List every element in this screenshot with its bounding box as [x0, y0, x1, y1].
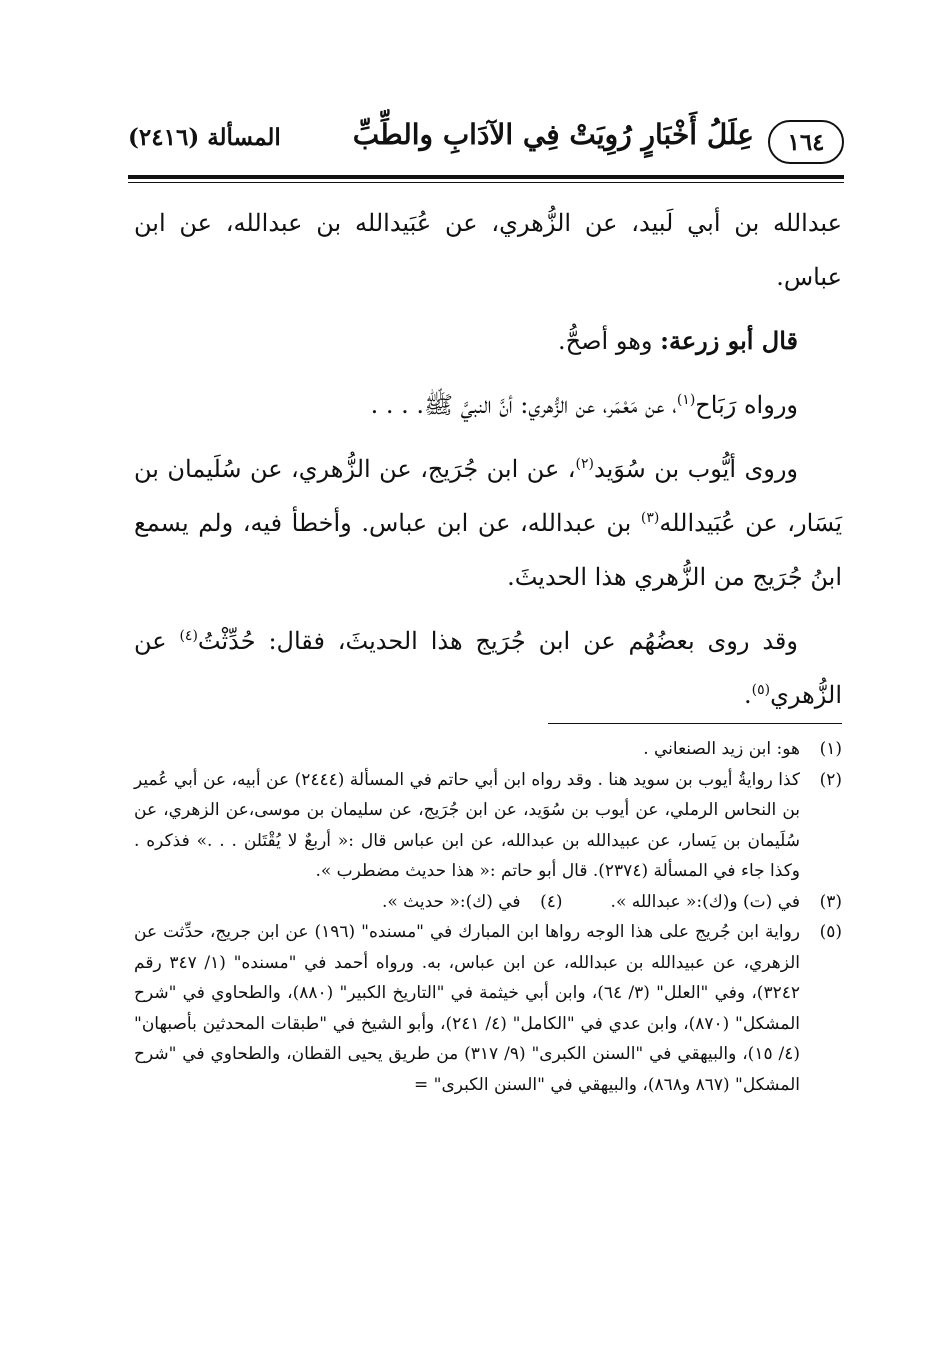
paragraph-5-text-a: وقد روى بعضُهُم عن ابن جُرَيج هذا الحديثَ، فقال: حُدِّثْتُ	[197, 627, 798, 655]
issue-label: المسألة (٢٤١٦)	[128, 124, 281, 151]
paragraph-4-text-a: وروى أيُّوب بن سُوَيد	[594, 455, 799, 483]
footnote-ref-5: (٥)	[751, 682, 771, 698]
footnote-text: هو: ابن زيد الصنعاني .	[643, 739, 800, 759]
footnote-ref-2: (٢)	[575, 456, 594, 472]
footnote-marker: (٤)	[540, 891, 563, 912]
paragraph-4-text-b: ، عن ابن جُرَيج، عن الزُّهري، عن سُلَيمان بن يَسَار، عن عُبَيدالله	[134, 455, 842, 537]
footnote-marker: (٣)	[819, 891, 842, 912]
paragraph-3	[134, 378, 842, 432]
footnote-5	[134, 917, 842, 1100]
paragraph-5	[134, 614, 842, 722]
abu-zurah-label: قال أبو زرعة:	[660, 326, 798, 355]
page-header	[128, 116, 844, 174]
footnote-marker: (٥)	[819, 922, 842, 942]
footnote-3	[611, 887, 842, 918]
paragraph-4-text-c: بن عبدالله، عن ابن عباس. وأخطأ فيه، ولم يسمع ابنُ جُرَيج من الزُّهري هذا الحديثَ.	[134, 509, 842, 591]
footnote-4	[382, 887, 563, 918]
footnote-2	[134, 765, 842, 887]
header-rule-thin	[128, 182, 844, 183]
footnotes	[134, 734, 842, 1100]
paragraph-3-text-b: ، عن مَعْمَر، عن الزُّهري: أنَّ النبيَّ ﷺ. . . .	[370, 391, 677, 419]
paragraph-2-text: وهو أصحُّ.	[558, 327, 661, 355]
header-rule-thick	[128, 175, 844, 179]
footnote-ref-4: (٤)	[179, 628, 198, 644]
footnote-text: كذا روايةُ أيوب بن سويد هنا . وقد رواه ابن أبي حاتم في المسألة (٢٤٤٤) عن أبيه، عن أبي عُمير بن النحاس الرملي، عن أيوب بن سُوَيد، عن ابن جُرَيج، عن سليمان بن موسى،عن الزهري، عن سُلَيمان بن يَسار، عن عبيدالله بن عبدالله، عن ابن عباس قال :« أربعٌ لا يُقْتَلن . . .» فذكره . وكذا جاء في المسألة (٢٣٧٤). قال أبو حاتم :« هذا حديث مضطرب ».	[134, 769, 800, 881]
footnote-separator	[548, 723, 842, 724]
footnote-1	[134, 734, 842, 765]
footnote-text: في (ك):« حديث ».	[381, 891, 521, 912]
footnote-ref-1: (١)	[676, 392, 696, 408]
footnote-ref-3: (٣)	[640, 510, 660, 526]
footnote-text: في (ت) و(ك):« عبدالله ».	[610, 891, 800, 912]
paragraph-3-text-a: ورواه رَبَاح	[695, 391, 798, 419]
footnote-marker: (١)	[819, 739, 842, 759]
main-text	[134, 196, 842, 722]
paragraph-5-text-c: .	[743, 681, 752, 709]
paragraph-5-text-b: عن الزُّهري	[134, 627, 842, 709]
footnote-marker: (٢)	[819, 769, 842, 790]
paragraph-2	[134, 314, 842, 368]
footnote-row-3-4	[134, 887, 842, 918]
paragraph-4	[134, 442, 842, 604]
paragraph-1: عبدالله بن أبي لَبيد، عن الزُّهري، عن عُبَيدالله بن عبدالله، عن ابن عباس.	[134, 209, 842, 291]
footnote-text: رواية ابن جُريج على هذا الوجه رواها ابن المبارك في "مسنده" (١٩٦) عن ابن جريج، حدِّثت عن الزهري، عن عبيدالله بن عبدالله، عن ابن عباس، به. ورواه أحمد في "مسنده" (١/ ٣٤٧ رقم ٣٢٤٢)، وفي "العلل" (٣/ ٦٤)، وابن أبي خيثمة في "التاريخ الكبير" (٨٨٠)، والطحاوي في "شرح المشكل" (٨٧٠)، وابن عدي في "الكامل" (٤/ ٢٤١)، وأبو الشيخ في "طبقات المحدثين بأصبهان" (٤/ ١٥)، والبيهقي في "السنن الكبرى" (٩/ ٣١٧) من طريق يحيى القطان، والطحاوي في "شرح المشكل" (٨٦٧ و٨٦٨)، والبيهقي في "السنن الكبرى" =	[134, 922, 801, 1095]
book-title: عِلَلُ أَخْبَارٍ رُوِيَتْ فِي الآدَابِ والطِّبِّ	[352, 118, 754, 151]
page-number: ١٦٤	[768, 120, 844, 164]
